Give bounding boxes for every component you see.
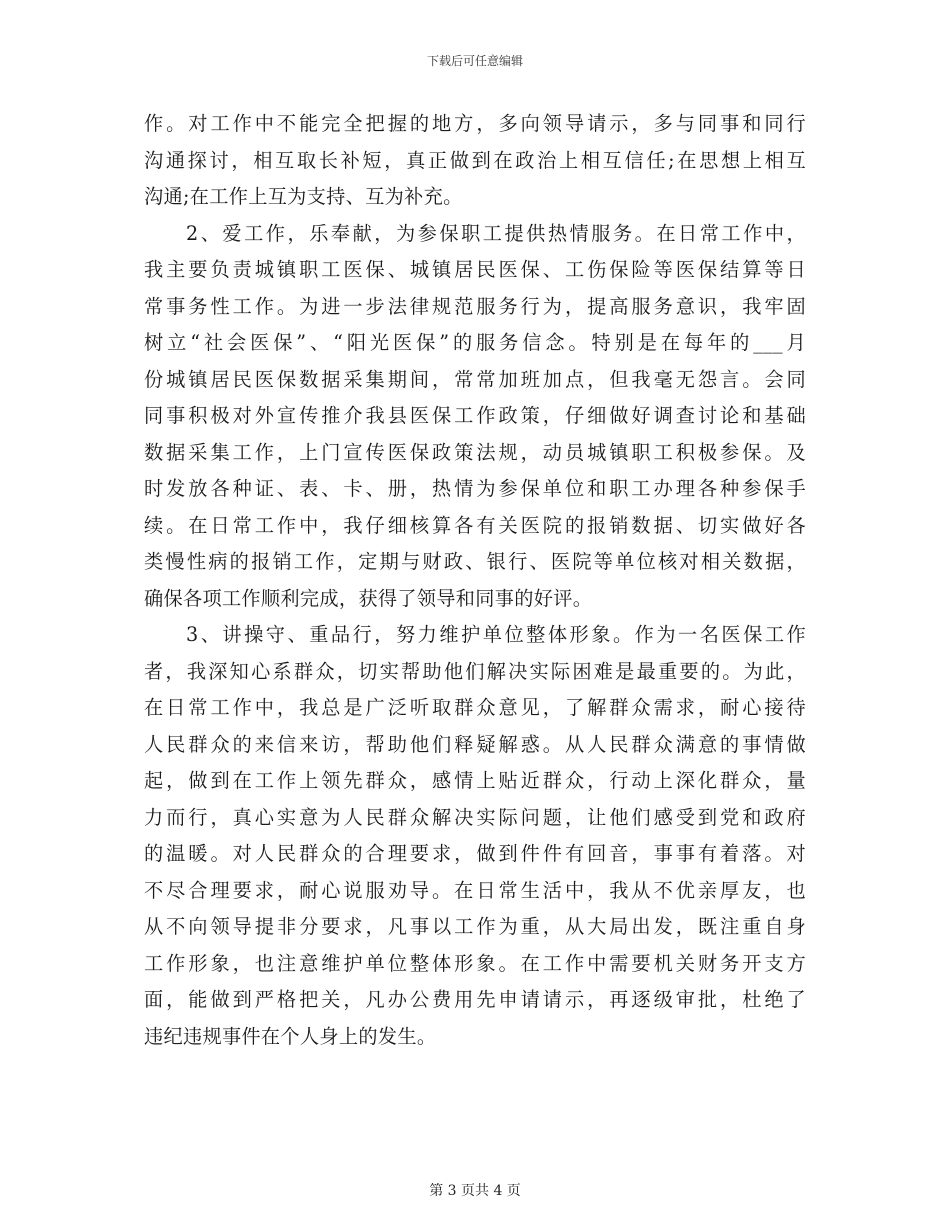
text-line: 工作形象，也注意维护单位整体形象。在工作中需要机关财务开支方 — [144, 951, 806, 975]
text-line: 力而行，真心实意为人民群众解决实际问题，让他们感受到党和政府 — [144, 805, 806, 829]
paragraph-3 — [144, 617, 806, 1055]
page-number-footer: 第 3 页共 4 页 — [429, 1183, 521, 1199]
text-line: 我主要负责城镇职工医保、城镇居民医保、工伤保险等医保结算等日 — [144, 258, 806, 281]
document-body — [144, 106, 806, 1055]
text-line: 常事务性工作。为进一步法律规范服务行为，提高服务意识，我牢固 — [144, 294, 806, 318]
text-line: 确保各项工作顺利完成，获得了领导和同事的好评。 — [144, 586, 593, 610]
text-line: 份城镇居民医保数据采集期间，常常加班加点，但我毫无怨言。会同 — [144, 367, 806, 391]
text-line: 数据采集工作，上门宣传医保政策法规，动员城镇职工积极参保。及 — [144, 440, 806, 464]
text-line: 者，我深知心系群众，切实帮助他们解决实际困难是最重要的。为此， — [144, 659, 806, 683]
text-line: 起，做到在工作上领先群众，感情上贴近群众，行动上深化群众，量 — [144, 769, 806, 792]
text-line: 从不向领导提非分要求，凡事以工作为重，从大局出发，既注重自身 — [144, 915, 806, 938]
text-line: 的温暖。对人民群众的合理要求，做到件件有回音，事事有着落。对 — [144, 842, 806, 865]
text-line: 树立“社会医保”、“阳光医保”的服务信念。特别是在每年的___月 — [144, 331, 806, 354]
text-line: 违纪违规事件在个人身上的发生。 — [144, 1024, 437, 1048]
text-line: 在日常工作中，我总是广泛听取群众意见，了解群众需求，耐心接待 — [144, 696, 806, 719]
text-line: 不尽合理要求，耐心说服劝导。在日常生活中，我从不优亲厚友，也 — [144, 878, 806, 902]
paragraph-1 — [144, 106, 806, 216]
text-line: 沟通探讨，相互取长补短，真正做到在政治上相互信任;在思想上相互 — [144, 148, 806, 172]
text-line: 2、爱工作，乐奉献，为参保职工提供热情服务。在日常工作中， — [186, 221, 806, 245]
text-line: 3、讲操守、重品行，努力维护单位整体形象。作为一名医保工作 — [186, 623, 806, 646]
page-header: 下载后可任意编辑 — [426, 54, 523, 68]
paragraph-2 — [144, 216, 806, 618]
text-line: 同事积极对外宣传推介我县医保工作政策，仔细做好调查讨论和基础 — [144, 404, 806, 427]
text-line: 沟通;在工作上互为支持、互为补充。 — [144, 185, 463, 208]
text-line: 续。在日常工作中，我仔细核算各有关医院的报销数据、切实做好各 — [144, 513, 806, 537]
text-line: 时发放各种证、表、卡、册，热情为参保单位和职工办理各种参保手 — [144, 477, 806, 500]
text-line: 人民群众的来信来访，帮助他们释疑解惑。从人民群众满意的事情做 — [144, 732, 806, 756]
text-line: 面，能做到严格把关，凡办公费用先申请请示，再逐级审批，杜绝了 — [144, 988, 806, 1011]
text-line: 类慢性病的报销工作，定期与财政、银行、医院等单位核对相关数据， — [144, 550, 806, 573]
text-line: 作。对工作中不能完全把握的地方，多向领导请示，多与同事和同行 — [144, 112, 806, 135]
